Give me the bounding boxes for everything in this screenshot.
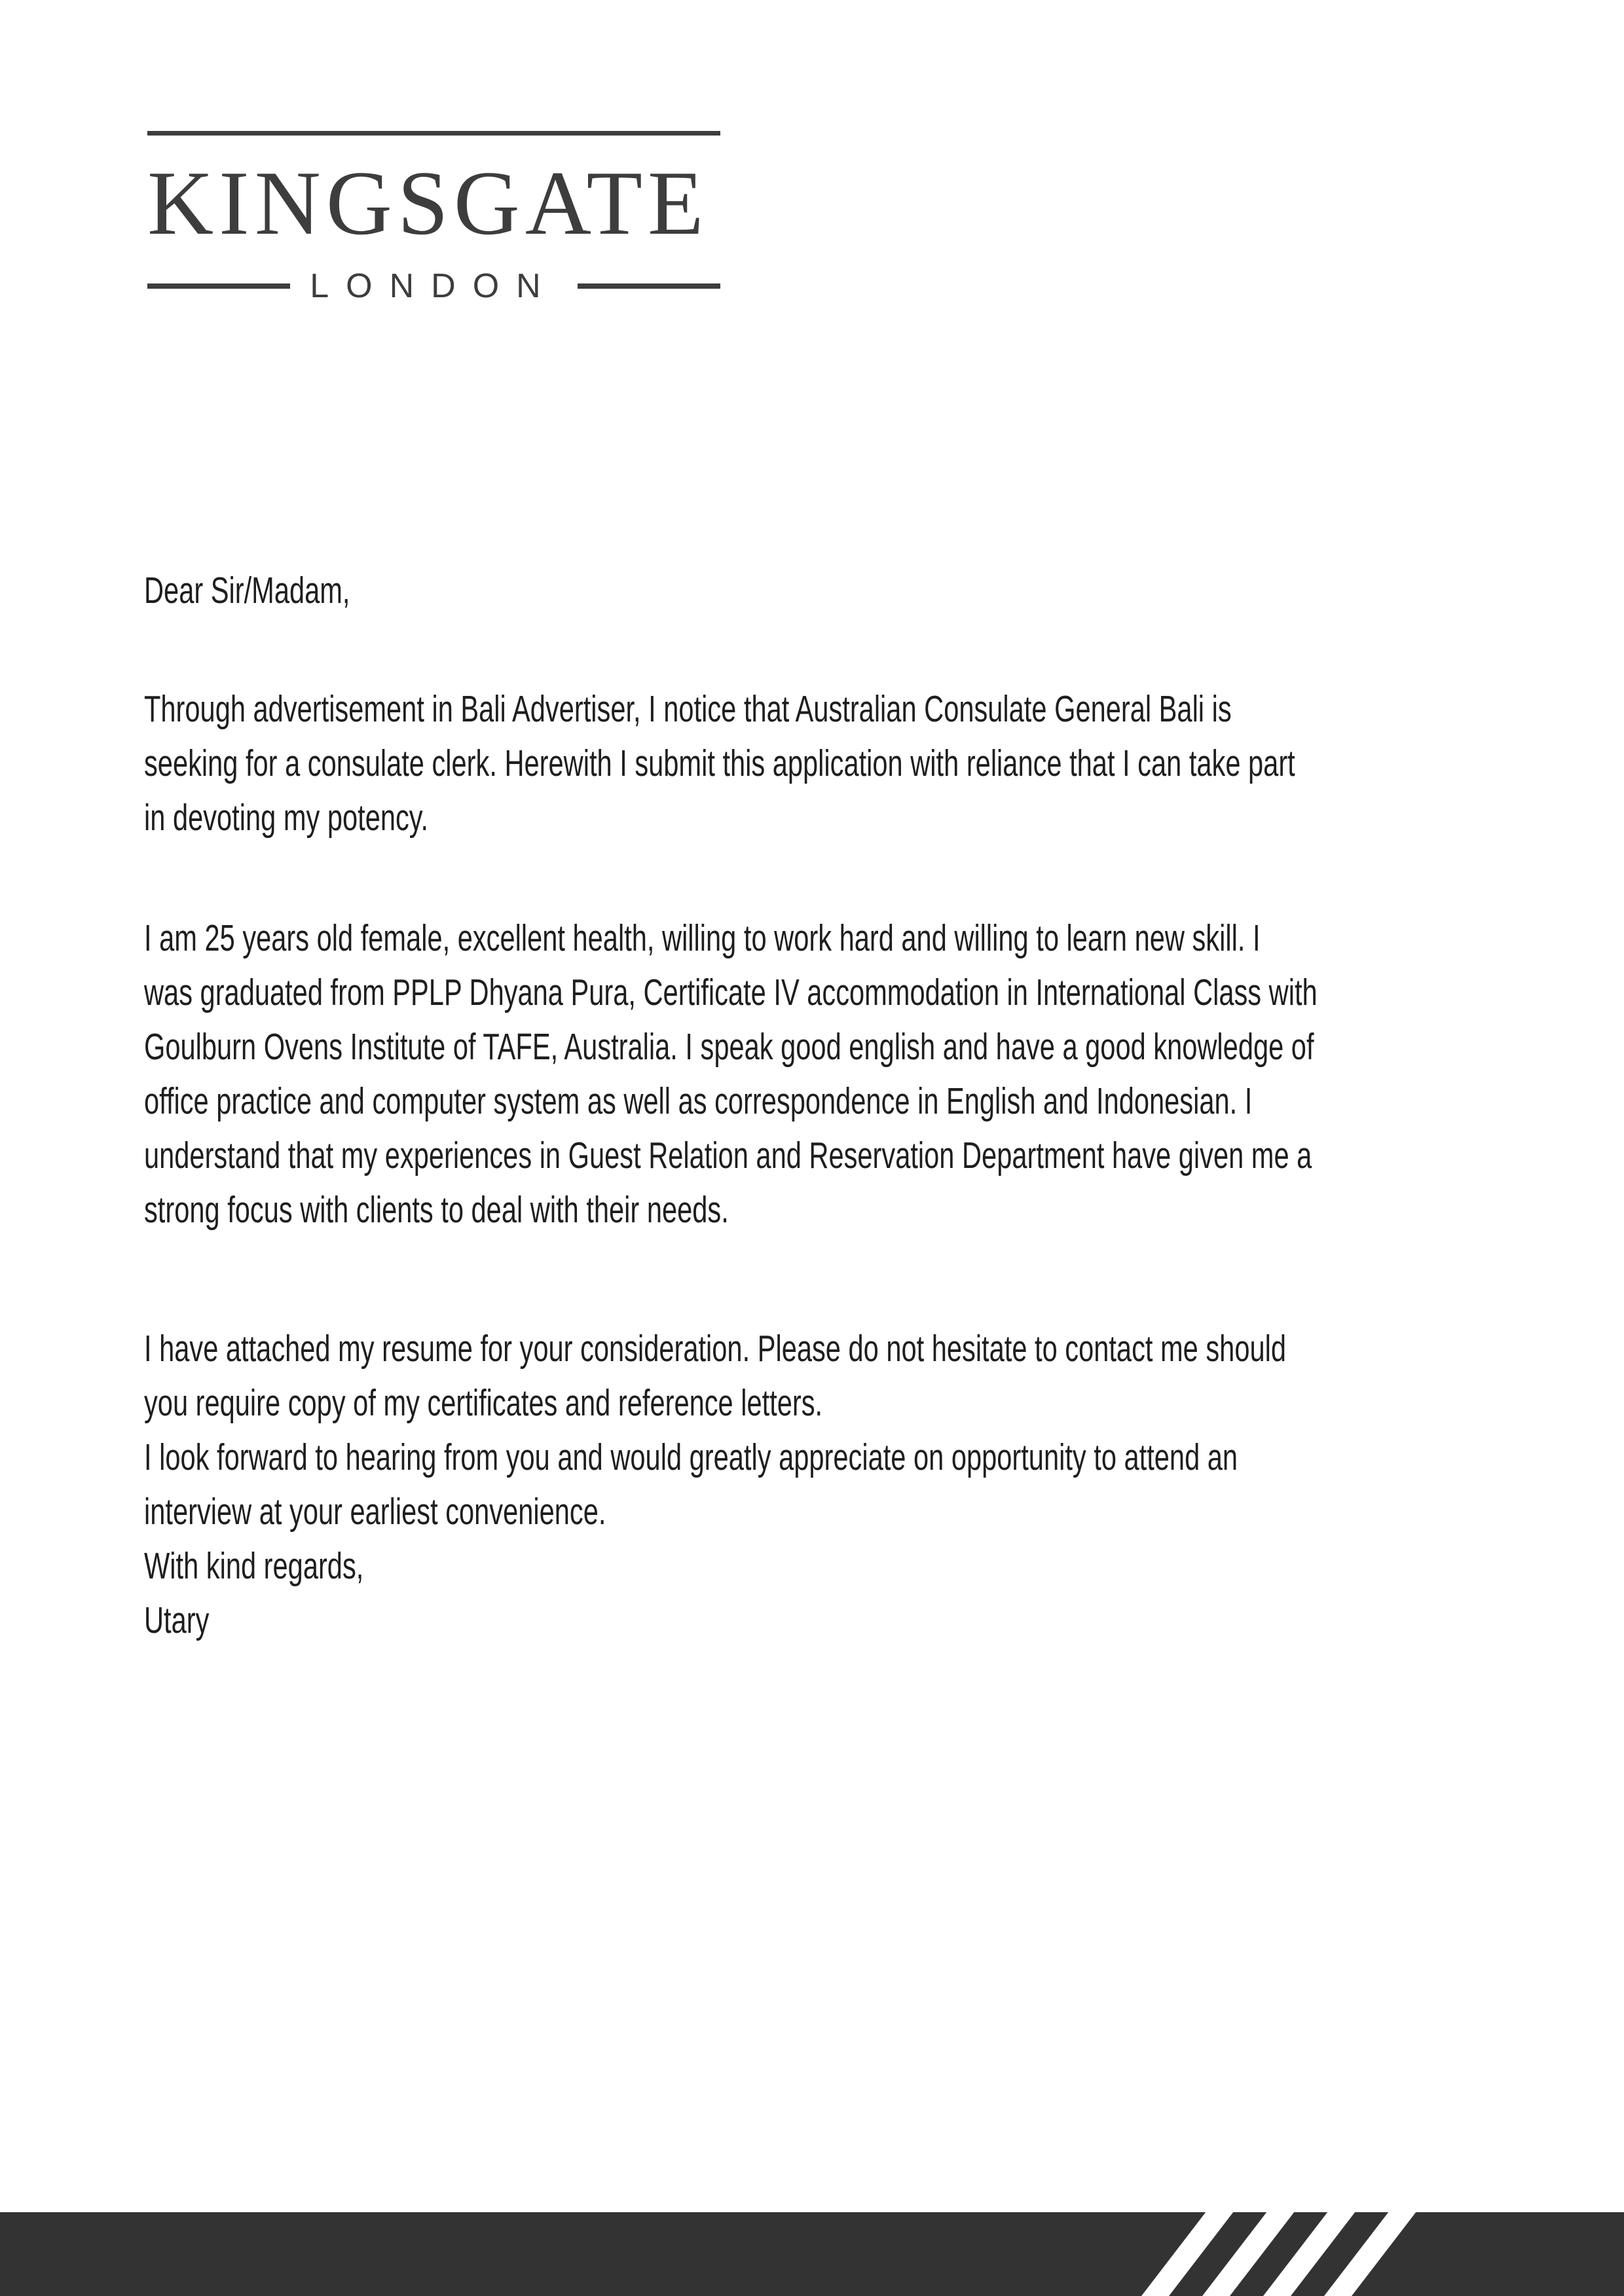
text-line: I look forward to hearing from you and would greatly appreciate on opportunity to attend an [144,1436,1238,1478]
text-line: I have attached my resume for your consideration. Please do not hesitate to contact me should [144,1328,1286,1370]
paragraph-3 [144,1322,1519,1539]
paragraph-1 [144,682,1519,845]
brand-city: LONDON [310,267,558,305]
logo-right-dash [578,283,720,289]
text-line: I am 25 years old female, excellent health, willing to work hard and willing to learn new skill. I [144,917,1261,959]
text-line: strong focus with clients to deal with their needs. [144,1189,729,1231]
text-line: Through advertisement in Bali Advertiser, I notice that Australian Consulate General Bali is [144,688,1232,730]
text-line: office practice and computer system as well as correspondence in English and Indonesian. I [144,1080,1253,1122]
text-line: understand that my experiences in Guest Relation and Reservation Department have given me a [144,1135,1312,1176]
letter-body [144,564,1519,1648]
logo-left-dash [147,283,290,289]
text-line: was graduated from PPLP Dhyana Pura, Certificate IV accommodation in International Class with [144,972,1318,1013]
text-line: seeking for a consulate clerk. Herewith I submit this application with reliance that I can take part [144,742,1295,784]
closing: With kind regards, [144,1545,364,1587]
brand-subtitle-row [147,266,720,306]
brand-name: KINGSGATE [147,153,709,254]
paragraph-2 [144,911,1519,1237]
signature-name: Utary [144,1599,210,1641]
text-line: Goulburn Ovens Institute of TAFE, Australia. I speak good english and have a good knowledge of [144,1026,1314,1068]
text-line: you require copy of my certificates and reference letters. [144,1382,823,1424]
text-line: in devoting my potency. [144,797,429,839]
footer-band [0,2212,1624,2296]
text-line: interview at your earliest convenience. [144,1491,606,1533]
brand-logo [147,131,720,306]
logo-top-rule [147,131,720,136]
salutation: Dear Sir/Madam, [144,570,350,611]
